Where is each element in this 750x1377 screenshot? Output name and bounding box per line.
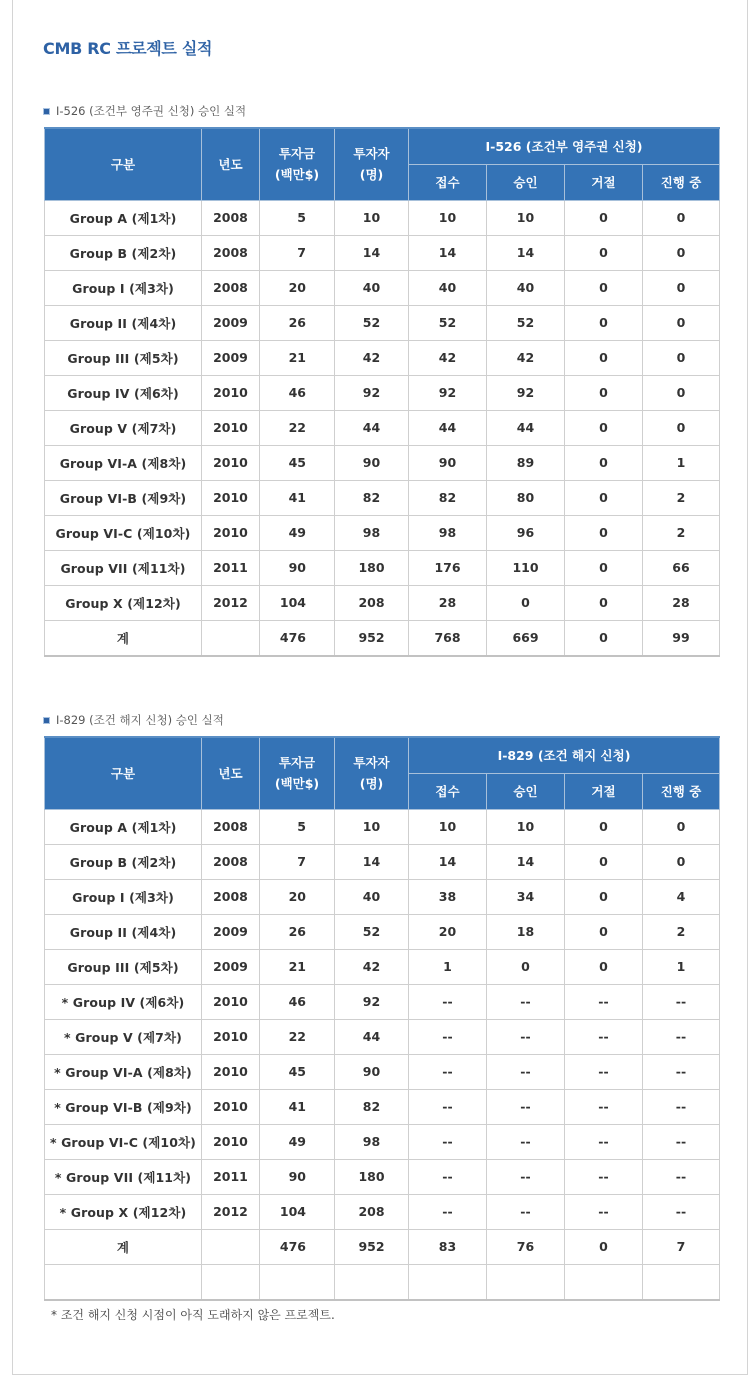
cell-investors: 14: [335, 844, 409, 879]
table-row: [45, 480, 720, 515]
cell-investors: 92: [335, 375, 409, 410]
cell-pending: 28: [643, 585, 720, 620]
cell-denied: 0: [565, 270, 643, 305]
cell-investors: 42: [335, 949, 409, 984]
header-group-title: I-829 (조건 해지 신청): [409, 737, 720, 773]
cell-received: 82: [409, 480, 487, 515]
cell-category: * Group VI-C (제10차): [45, 1124, 202, 1159]
cell-year: 2012: [202, 1194, 260, 1229]
cell-investors: 40: [335, 270, 409, 305]
cell-year: 2009: [202, 305, 260, 340]
cell-pending: 1: [643, 445, 720, 480]
cell-denied: 0: [565, 305, 643, 340]
table-row: [45, 1089, 720, 1124]
cell-investors: 90: [335, 1054, 409, 1089]
cell-pending: 2: [643, 480, 720, 515]
cell-year: 2010: [202, 410, 260, 445]
cell-category: Group IV (제6차): [45, 375, 202, 410]
cell-category: 계: [45, 1229, 202, 1264]
cell-approved: 40: [487, 270, 565, 305]
cell-received: 14: [409, 844, 487, 879]
cell-category: * Group VII (제11차): [45, 1159, 202, 1194]
cell-investors: 92: [335, 984, 409, 1019]
cell-received: 1: [409, 949, 487, 984]
cell-category: * Group X (제12차): [45, 1194, 202, 1229]
cell-received: 90: [409, 445, 487, 480]
cell-category: * Group VI-B (제9차): [45, 1089, 202, 1124]
header-denied: 거절: [565, 164, 643, 200]
header-received: 접수: [409, 773, 487, 809]
cell-category: Group VI-B (제9차): [45, 480, 202, 515]
table-row: [45, 1229, 720, 1264]
cell-investment: 104: [260, 1194, 335, 1229]
cell-year: 2012: [202, 585, 260, 620]
cell-denied: 0: [565, 340, 643, 375]
cell-received: --: [409, 1159, 487, 1194]
cell-received: [409, 1264, 487, 1300]
cell-investors: 180: [335, 1159, 409, 1194]
cell-approved: 0: [487, 585, 565, 620]
header-approved: 승인: [487, 773, 565, 809]
cell-denied: 0: [565, 375, 643, 410]
cell-investment: 45: [260, 445, 335, 480]
cell-received: 176: [409, 550, 487, 585]
cell-denied: 0: [565, 515, 643, 550]
cell-investment: 22: [260, 1019, 335, 1054]
table-row: [45, 375, 720, 410]
cell-investors: 42: [335, 340, 409, 375]
cell-denied: 0: [565, 620, 643, 656]
cell-investment: [260, 1264, 335, 1300]
cell-received: 42: [409, 340, 487, 375]
i829-table: [44, 736, 720, 1301]
cell-approved: --: [487, 1124, 565, 1159]
header-year: 년도: [202, 737, 260, 809]
cell-investment: 104: [260, 585, 335, 620]
cell-category: Group B (제2차): [45, 235, 202, 270]
cell-approved: 80: [487, 480, 565, 515]
section-title-i829: [43, 712, 224, 728]
cell-received: 10: [409, 809, 487, 844]
cell-year: 2008: [202, 235, 260, 270]
cell-pending: 99: [643, 620, 720, 656]
cell-investors: 952: [335, 620, 409, 656]
cell-investors: 10: [335, 200, 409, 235]
cell-category: Group II (제4차): [45, 914, 202, 949]
cell-approved: 669: [487, 620, 565, 656]
cell-approved: --: [487, 1019, 565, 1054]
cell-investment: 20: [260, 879, 335, 914]
cell-investment: 7: [260, 235, 335, 270]
cell-denied: 0: [565, 200, 643, 235]
cell-investors: 40: [335, 879, 409, 914]
table-row: [45, 305, 720, 340]
cell-denied: 0: [565, 235, 643, 270]
cell-year: 2008: [202, 270, 260, 305]
cell-year: 2008: [202, 809, 260, 844]
cell-year: 2008: [202, 200, 260, 235]
cell-received: 40: [409, 270, 487, 305]
cell-year: 2011: [202, 550, 260, 585]
cell-investment: 49: [260, 1124, 335, 1159]
cell-approved: 42: [487, 340, 565, 375]
square-bullet-icon: [43, 108, 50, 115]
table-row: [45, 550, 720, 585]
cell-pending: 0: [643, 809, 720, 844]
cell-investors: 82: [335, 480, 409, 515]
header-received: 접수: [409, 164, 487, 200]
cell-received: 83: [409, 1229, 487, 1264]
cell-received: 20: [409, 914, 487, 949]
cell-denied: --: [565, 1194, 643, 1229]
cell-year: 2010: [202, 1054, 260, 1089]
cell-category: Group A (제1차): [45, 809, 202, 844]
header-year: 년도: [202, 128, 260, 200]
cell-approved: [487, 1264, 565, 1300]
cell-investment: 21: [260, 340, 335, 375]
header-approved: 승인: [487, 164, 565, 200]
cell-denied: 0: [565, 445, 643, 480]
cell-investment: 5: [260, 200, 335, 235]
cell-denied: 0: [565, 480, 643, 515]
cell-approved: 110: [487, 550, 565, 585]
cell-category: Group VI-A (제8차): [45, 445, 202, 480]
cell-approved: --: [487, 1089, 565, 1124]
cell-approved: 44: [487, 410, 565, 445]
cell-category: Group VII (제11차): [45, 550, 202, 585]
table-row: [45, 879, 720, 914]
cell-denied: 0: [565, 585, 643, 620]
header-investment: 투자금 (백만$): [260, 128, 335, 200]
cell-investors: [335, 1264, 409, 1300]
cell-pending: --: [643, 984, 720, 1019]
cell-pending: 66: [643, 550, 720, 585]
cell-received: 768: [409, 620, 487, 656]
i526-table: [44, 127, 720, 657]
cell-investors: 98: [335, 1124, 409, 1159]
cell-denied: 0: [565, 550, 643, 585]
cell-received: 98: [409, 515, 487, 550]
cell-received: 28: [409, 585, 487, 620]
header-category: 구분: [45, 128, 202, 200]
table-row: [45, 340, 720, 375]
cell-year: 2011: [202, 1159, 260, 1194]
table-row: [45, 844, 720, 879]
cell-investment: 22: [260, 410, 335, 445]
cell-year: 2010: [202, 1089, 260, 1124]
cell-denied: --: [565, 1019, 643, 1054]
cell-year: 2009: [202, 914, 260, 949]
cell-denied: --: [565, 1124, 643, 1159]
header-group-title: I-526 (조건부 영주권 신청): [409, 128, 720, 164]
cell-year: 2008: [202, 879, 260, 914]
cell-year: [202, 1264, 260, 1300]
cell-pending: --: [643, 1089, 720, 1124]
section-title-i526: [43, 103, 246, 119]
cell-year: 2008: [202, 844, 260, 879]
table-row: [45, 620, 720, 656]
cell-denied: 0: [565, 879, 643, 914]
table-row: [45, 270, 720, 305]
cell-denied: [565, 1264, 643, 1300]
header-investors: 투자자 (명): [335, 737, 409, 809]
cell-pending: 0: [643, 410, 720, 445]
cell-received: 38: [409, 879, 487, 914]
table-row: [45, 235, 720, 270]
cell-investors: 952: [335, 1229, 409, 1264]
cell-pending: 2: [643, 515, 720, 550]
cell-investment: 26: [260, 914, 335, 949]
cell-pending: 0: [643, 270, 720, 305]
cell-year: 2010: [202, 375, 260, 410]
table-row: [45, 445, 720, 480]
cell-approved: --: [487, 1194, 565, 1229]
cell-category: Group VI-C (제10차): [45, 515, 202, 550]
table-row: [45, 809, 720, 844]
cell-investment: 20: [260, 270, 335, 305]
cell-investors: 208: [335, 1194, 409, 1229]
cell-category: Group B (제2차): [45, 844, 202, 879]
table-row: [45, 1124, 720, 1159]
cell-approved: 0: [487, 949, 565, 984]
cell-pending: 0: [643, 375, 720, 410]
cell-denied: --: [565, 1054, 643, 1089]
cell-approved: 18: [487, 914, 565, 949]
cell-received: --: [409, 1089, 487, 1124]
cell-pending: 0: [643, 200, 720, 235]
cell-denied: --: [565, 984, 643, 1019]
cell-year: 2009: [202, 340, 260, 375]
cell-investment: 90: [260, 1159, 335, 1194]
header-pending: 진행 중: [643, 773, 720, 809]
cell-category: * Group V (제7차): [45, 1019, 202, 1054]
cell-pending: 0: [643, 844, 720, 879]
cell-approved: --: [487, 1054, 565, 1089]
cell-approved: 10: [487, 809, 565, 844]
cell-category: Group X (제12차): [45, 585, 202, 620]
cell-denied: --: [565, 1089, 643, 1124]
cell-received: 10: [409, 200, 487, 235]
cell-approved: 14: [487, 235, 565, 270]
cell-approved: 92: [487, 375, 565, 410]
cell-pending: --: [643, 1194, 720, 1229]
cell-investment: 46: [260, 984, 335, 1019]
table-row: [45, 1019, 720, 1054]
cell-investment: 90: [260, 550, 335, 585]
cell-investors: 82: [335, 1089, 409, 1124]
cell-received: --: [409, 1019, 487, 1054]
cell-year: [202, 1229, 260, 1264]
cell-category: Group V (제7차): [45, 410, 202, 445]
cell-investors: 180: [335, 550, 409, 585]
cell-investment: 26: [260, 305, 335, 340]
cell-pending: 7: [643, 1229, 720, 1264]
cell-investors: 52: [335, 305, 409, 340]
cell-investors: 14: [335, 235, 409, 270]
footnote: * 조건 해지 신청 시점이 아직 도래하지 않은 프로젝트.: [51, 1308, 335, 1322]
cell-pending: 0: [643, 340, 720, 375]
table-row: [45, 410, 720, 445]
cell-received: 44: [409, 410, 487, 445]
cell-investment: 46: [260, 375, 335, 410]
square-bullet-icon: [43, 717, 50, 724]
cell-investment: 45: [260, 1054, 335, 1089]
cell-category: Group III (제5차): [45, 340, 202, 375]
cell-category: Group I (제3차): [45, 270, 202, 305]
cell-investment: 5: [260, 809, 335, 844]
cell-pending: 1: [643, 949, 720, 984]
table-row: [45, 200, 720, 235]
table-row: [45, 914, 720, 949]
table-row: [45, 515, 720, 550]
cell-year: 2010: [202, 1124, 260, 1159]
table-row: [45, 1264, 720, 1300]
cell-investment: 21: [260, 949, 335, 984]
cell-received: --: [409, 1124, 487, 1159]
section-title-text: I-526 (조건부 영주권 신청) 승인 실적: [56, 104, 247, 118]
page-title: CMB RC 프로젝트 실적: [43, 39, 213, 58]
table-row: [45, 984, 720, 1019]
cell-approved: 14: [487, 844, 565, 879]
cell-investors: 52: [335, 914, 409, 949]
cell-year: 2010: [202, 445, 260, 480]
cell-year: 2010: [202, 984, 260, 1019]
cell-approved: 76: [487, 1229, 565, 1264]
cell-denied: --: [565, 1159, 643, 1194]
table-row: [45, 949, 720, 984]
cell-pending: --: [643, 1159, 720, 1194]
cell-pending: --: [643, 1019, 720, 1054]
cell-denied: 0: [565, 809, 643, 844]
header-category: 구분: [45, 737, 202, 809]
cell-denied: 0: [565, 914, 643, 949]
cell-denied: 0: [565, 1229, 643, 1264]
cell-investment: 476: [260, 620, 335, 656]
table-row: [45, 1194, 720, 1229]
cell-investors: 208: [335, 585, 409, 620]
cell-denied: 0: [565, 410, 643, 445]
cell-received: 92: [409, 375, 487, 410]
cell-approved: 34: [487, 879, 565, 914]
cell-category: * Group IV (제6차): [45, 984, 202, 1019]
cell-year: 2010: [202, 1019, 260, 1054]
cell-year: [202, 620, 260, 656]
cell-category: * Group VI-A (제8차): [45, 1054, 202, 1089]
cell-investment: 476: [260, 1229, 335, 1264]
cell-received: --: [409, 984, 487, 1019]
cell-pending: 0: [643, 305, 720, 340]
cell-approved: --: [487, 1159, 565, 1194]
cell-year: 2010: [202, 480, 260, 515]
cell-investors: 44: [335, 410, 409, 445]
cell-approved: 89: [487, 445, 565, 480]
section-title-text: I-829 (조건 해지 신청) 승인 실적: [56, 713, 224, 727]
cell-investment: 41: [260, 480, 335, 515]
header-investors: 투자자 (명): [335, 128, 409, 200]
cell-approved: 10: [487, 200, 565, 235]
cell-investment: 7: [260, 844, 335, 879]
cell-pending: [643, 1264, 720, 1300]
table-row: [45, 1054, 720, 1089]
header-denied: 거절: [565, 773, 643, 809]
cell-pending: 2: [643, 914, 720, 949]
cell-approved: 96: [487, 515, 565, 550]
cell-category: Group II (제4차): [45, 305, 202, 340]
cell-investors: 98: [335, 515, 409, 550]
table-row: [45, 1159, 720, 1194]
cell-received: --: [409, 1194, 487, 1229]
header-investment: 투자금 (백만$): [260, 737, 335, 809]
cell-investors: 44: [335, 1019, 409, 1054]
cell-investment: 49: [260, 515, 335, 550]
cell-pending: --: [643, 1124, 720, 1159]
cell-approved: --: [487, 984, 565, 1019]
cell-received: 52: [409, 305, 487, 340]
cell-denied: 0: [565, 949, 643, 984]
cell-category: Group A (제1차): [45, 200, 202, 235]
cell-received: --: [409, 1054, 487, 1089]
cell-year: 2010: [202, 515, 260, 550]
cell-category: 계: [45, 620, 202, 656]
cell-category: Group III (제5차): [45, 949, 202, 984]
cell-investors: 10: [335, 809, 409, 844]
table-row: [45, 585, 720, 620]
cell-pending: 0: [643, 235, 720, 270]
header-pending: 진행 중: [643, 164, 720, 200]
cell-investment: 41: [260, 1089, 335, 1124]
cell-pending: 4: [643, 879, 720, 914]
cell-received: 14: [409, 235, 487, 270]
cell-denied: 0: [565, 844, 643, 879]
cell-pending: --: [643, 1054, 720, 1089]
cell-category: [45, 1264, 202, 1300]
cell-category: Group I (제3차): [45, 879, 202, 914]
cell-year: 2009: [202, 949, 260, 984]
cell-approved: 52: [487, 305, 565, 340]
cell-investors: 90: [335, 445, 409, 480]
